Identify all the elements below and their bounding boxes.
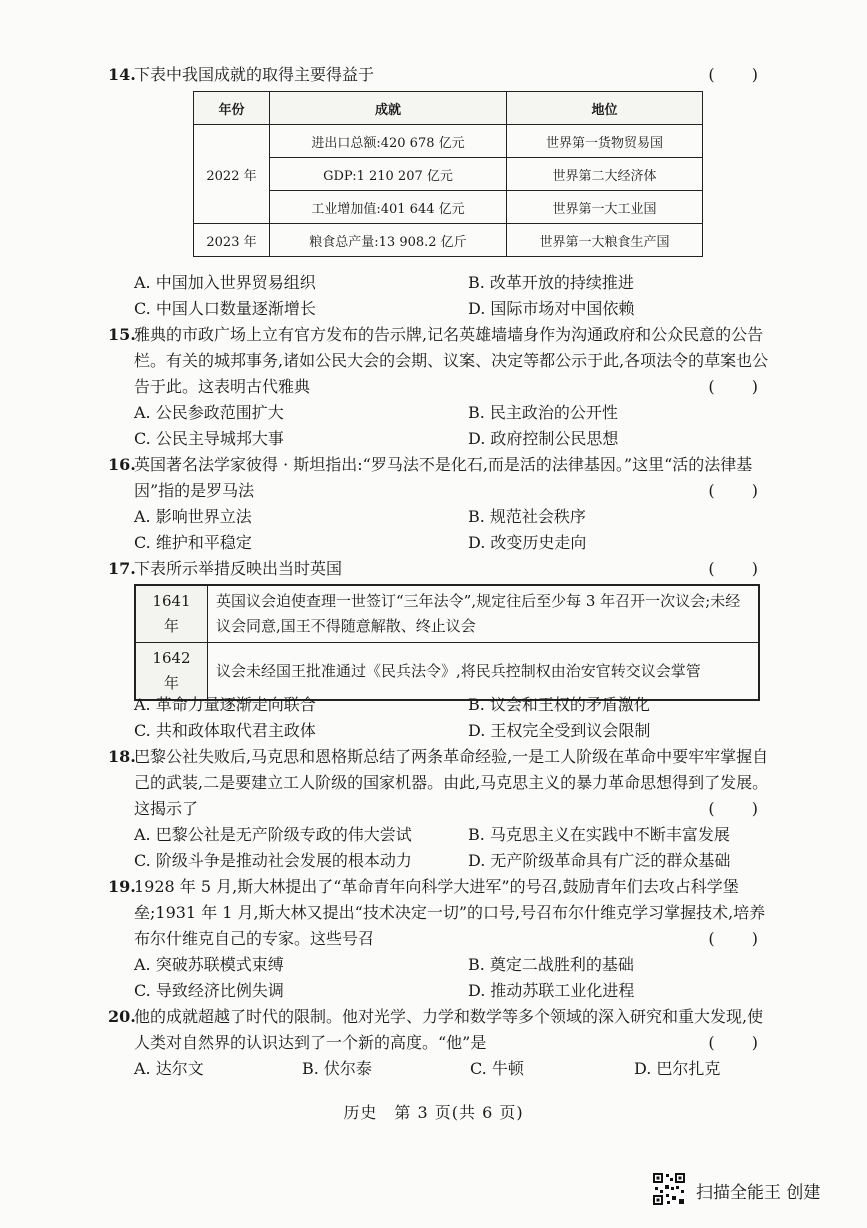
question-stem: 1928 年 5 月,斯大林提出了“革命青年向科学大进军”的号召,鼓励青年们去攻占科学堡垒;1931 年 1 月,斯大林又提出“技术决定一切”的口号,号召布尔什维克学习掌握技术,培养布尔什维克自己的专家。这些号召 — [134, 877, 766, 948]
option-a: A. 中国加入世界贸易组织 — [134, 273, 316, 292]
table-row — [194, 224, 703, 257]
question-17 — [108, 556, 774, 582]
question-stem: 英国著名法学家彼得 · 斯坦指出:“罗马法不是化石,而是活的法律基因。”这里“活的法律基因”指的是罗马法 — [134, 455, 753, 500]
question-number: 19. — [108, 877, 136, 896]
option-b: B. 奠定二战胜利的基础 — [468, 955, 634, 974]
question-stem: 他的成就超越了时代的限制。他对光学、力学和数学等多个领域的深入研究和重大发现,使人类对自然界的认识达到了一个新的高度。“他”是 — [134, 1007, 764, 1052]
option-b: B. 伏尔泰 — [302, 1059, 372, 1078]
question-14 — [108, 62, 774, 88]
question-number: 15. — [108, 325, 136, 344]
measures-table — [134, 584, 760, 701]
option-a: A. 巴黎公社是无产阶级专政的伟大尝试 — [134, 825, 412, 844]
answer-blank: ( ) — [708, 559, 774, 578]
answer-blank: ( ) — [708, 929, 774, 948]
option-a: A. 突破苏联模式束缚 — [134, 955, 284, 974]
table-row — [194, 125, 703, 158]
table-cell-year: 2022 年 — [194, 125, 270, 224]
table-row — [194, 158, 703, 191]
question-number: 17. — [108, 559, 136, 578]
answer-blank: ( ) — [708, 65, 774, 84]
table-cell: 世界第一货物贸易国 — [506, 125, 702, 158]
table-cell-year: 2023 年 — [194, 224, 270, 257]
option-d: D. 无产阶级革命具有广泛的群众基础 — [468, 851, 731, 870]
option-d: D. 王权完全受到议会限制 — [468, 721, 651, 740]
question-number: 16. — [108, 455, 136, 474]
table-cell: 工业增加值:401 644 亿元 — [270, 191, 507, 224]
option-c: C. 牛顿 — [470, 1059, 524, 1078]
option-d: D. 推动苏联工业化进程 — [468, 981, 635, 1000]
option-b: B. 民主政治的公开性 — [468, 403, 618, 422]
question-stem: 下表中我国成就的取得主要得益于 — [134, 65, 375, 84]
question-16 — [108, 452, 774, 504]
option-a: A. 达尔文 — [134, 1059, 204, 1078]
option-b: B. 马克思主义在实践中不断丰富发展 — [468, 825, 730, 844]
table-row — [135, 585, 759, 643]
answer-blank: ( ) — [708, 377, 774, 396]
question-20 — [108, 1004, 774, 1056]
table-cell-year: 1641 年 — [135, 585, 208, 643]
question-15 — [108, 322, 774, 400]
achievement-table — [193, 91, 703, 257]
option-b: B. 改革开放的持续推进 — [468, 273, 634, 292]
table-cell: 世界第二大经济体 — [506, 158, 702, 191]
table-header: 年份 — [194, 92, 270, 125]
table-cell-year: 1642 年 — [135, 643, 208, 701]
table-cell: GDP:1 210 207 亿元 — [270, 158, 507, 191]
option-c: C. 阶级斗争是推动社会发展的根本动力 — [134, 851, 412, 870]
option-c: C. 维护和平稳定 — [134, 533, 252, 552]
question-number: 20. — [108, 1007, 136, 1026]
option-c: C. 导致经济比例失调 — [134, 981, 284, 1000]
table-row — [194, 191, 703, 224]
option-d: D. 巴尔扎克 — [634, 1059, 721, 1078]
option-a: A. 影响世界立法 — [134, 507, 252, 526]
option-c: C. 共和政体取代君主政体 — [134, 721, 316, 740]
option-d: D. 国际市场对中国依赖 — [468, 299, 635, 318]
question-number: 14. — [108, 65, 136, 84]
option-a: A. 公民参政范围扩大 — [134, 403, 284, 422]
question-stem: 雅典的市政广场上立有官方发布的告示牌,记名英雄墙墙身作为沟通政府和公众民意的公告栏。有关的城邦事务,诸如公民大会的会期、议案、决定等都公示于此,各项法令的草案也公告于此。这表明古代雅典 — [134, 325, 769, 396]
watermark-text: 扫描全能王 创建 — [696, 1183, 821, 1203]
option-d: D. 改变历史走向 — [468, 533, 587, 552]
scanner-watermark — [652, 1172, 852, 1212]
option-c: C. 公民主导城邦大事 — [134, 429, 284, 448]
question-19 — [108, 874, 774, 952]
table-cell: 世界第一大粮食生产国 — [506, 224, 702, 257]
question-18 — [108, 744, 774, 822]
answer-blank: ( ) — [708, 1033, 774, 1052]
table-cell: 粮食总产量:13 908.2 亿斤 — [270, 224, 507, 257]
question-number: 18. — [108, 747, 136, 766]
qr-code-icon — [652, 1172, 686, 1206]
question-stem: 巴黎公社失败后,马克思和恩格斯总结了两条革命经验,一是工人阶级在革命中要牢牢掌握自己的武装,二是要建立工人阶级的国家机器。由此,马克思主义的暴力革命思想得到了发展。这揭示了 — [134, 747, 769, 818]
option-c: C. 中国人口数量逐渐增长 — [134, 299, 316, 318]
table-header: 地位 — [506, 92, 702, 125]
option-d: D. 政府控制公民思想 — [468, 429, 619, 448]
table-cell: 世界第一大工业国 — [506, 191, 702, 224]
answer-blank: ( ) — [708, 481, 774, 500]
table-cell: 议会未经国王批准通过《民兵法令》,将民兵控制权由治安官转交议会掌管 — [208, 643, 760, 701]
table-header: 成就 — [270, 92, 507, 125]
table-cell: 进出口总额:420 678 亿元 — [270, 125, 507, 158]
answer-blank: ( ) — [708, 799, 774, 818]
table-cell: 英国议会迫使查理一世签订“三年法令”,规定往后至少每 3 年召开一次议会;未经议会同意,国王不得随意解散、终止议会 — [208, 585, 760, 643]
option-b: B. 规范社会秩序 — [468, 507, 586, 526]
question-stem: 下表所示举措反映出当时英国 — [134, 559, 343, 578]
option-a: A. 革命力量逐渐走向联合 — [134, 695, 316, 714]
option-b: B. 议会和王权的矛盾激化 — [468, 695, 650, 714]
page-footer: 历史 第 3 页(共 6 页) — [343, 1103, 524, 1122]
